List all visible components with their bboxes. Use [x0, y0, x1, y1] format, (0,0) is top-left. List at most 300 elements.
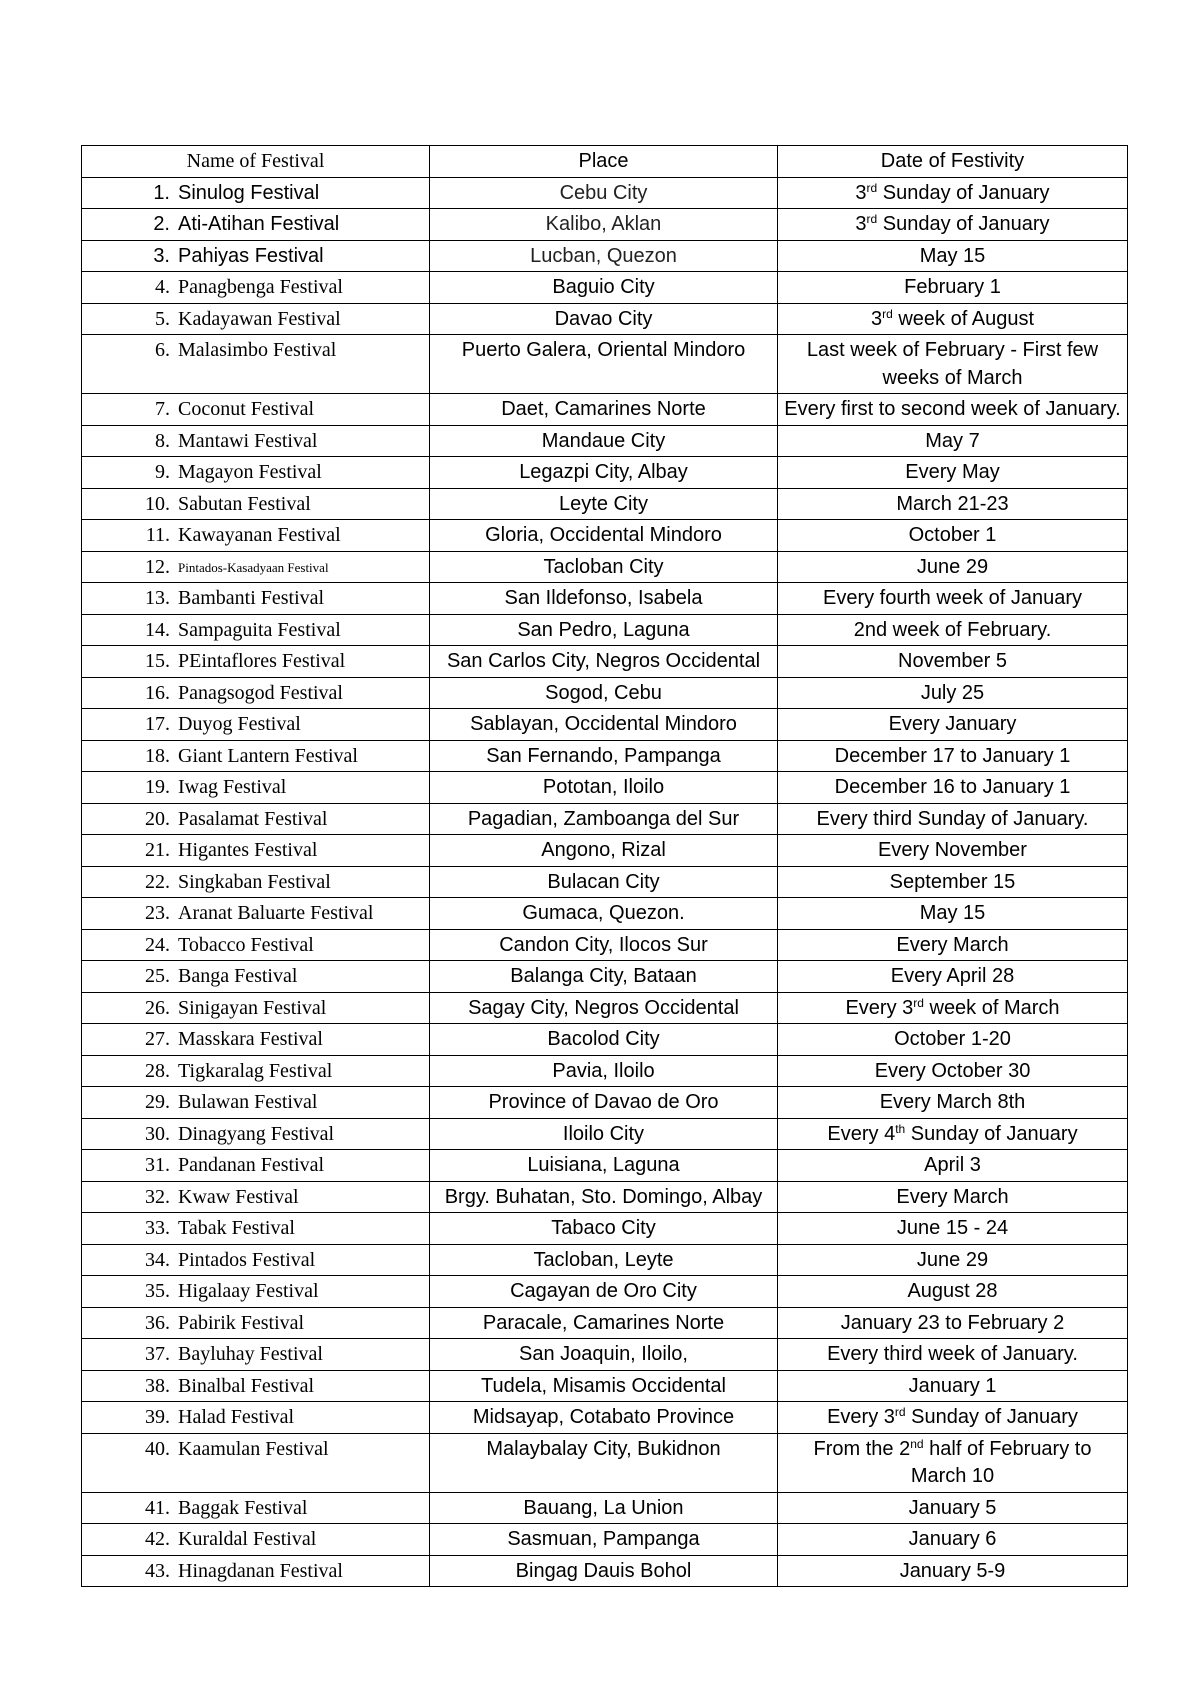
festival-name-cell [82, 1213, 430, 1245]
row-number: 25. [145, 965, 170, 987]
date-ordinal-suffix: nd [910, 1436, 924, 1451]
date-text: 3 [855, 213, 867, 235]
festival-name-cell [82, 1433, 430, 1492]
festival-date [778, 488, 1128, 520]
festival-place: San Ildefonso, Isabela [430, 583, 778, 615]
date-text: Every 4 [827, 1122, 896, 1145]
table-row [82, 394, 1128, 426]
row-number: 30. [145, 1122, 170, 1145]
festival-date [778, 520, 1128, 552]
festival-place: San Carlos City, Negros Occidental [430, 646, 778, 678]
festival-name-cell [82, 1150, 430, 1182]
festival-date [778, 740, 1128, 772]
festival-name: Kaamulan Festival [178, 1437, 329, 1460]
festival-place: Legazpi City, Albay [430, 457, 778, 489]
row-number: 26. [145, 996, 170, 1019]
festival-place: Sagay City, Negros Occidental [430, 992, 778, 1024]
row-number: 11. [145, 524, 170, 546]
date-text: Every January [888, 713, 1017, 735]
festival-date [778, 677, 1128, 709]
festival-date [778, 961, 1128, 993]
row-number: 36. [145, 1311, 170, 1334]
festival-name: Sinulog Festival [178, 181, 320, 204]
date-text: Every first to second week of January. [784, 398, 1121, 420]
festival-date [778, 1150, 1128, 1182]
date-text: Every May [905, 461, 1000, 483]
header-date: Date of Festivity [778, 146, 1128, 178]
festival-name: Pahiyas Festival [178, 244, 324, 267]
festival-name-cell [82, 866, 430, 898]
festival-name-cell [82, 677, 430, 709]
festival-name: Dinagyang Festival [178, 1122, 335, 1145]
festival-date [778, 240, 1128, 272]
date-text: May 15 [919, 902, 986, 924]
festival-place: Angono, Rizal [430, 835, 778, 867]
festival-name-cell [82, 803, 430, 835]
festival-name: Singkaban Festival [178, 870, 331, 893]
date-text: January 1 [908, 1374, 997, 1397]
festival-date [778, 803, 1128, 835]
date-text-rest: Sunday of January [877, 181, 1050, 204]
row-number: 5. [155, 307, 170, 330]
festival-name-cell [82, 929, 430, 961]
festival-place: Puerto Galera, Oriental Mindoro [430, 335, 778, 394]
date-text: Last week of February - First few weeks of March [806, 339, 1099, 389]
festival-place: Pototan, Iloilo [430, 772, 778, 804]
festival-place: Tacloban, Leyte [430, 1244, 778, 1276]
festival-name: Sabutan Festival [178, 492, 311, 515]
festival-place: San Joaquin, Iloilo, [430, 1339, 778, 1371]
row-number: 24. [145, 933, 170, 956]
festival-place: Tabaco City [430, 1213, 778, 1245]
festival-date [778, 898, 1128, 930]
row-number: 41. [145, 1496, 170, 1519]
festival-place: Daet, Camarines Norte [430, 394, 778, 426]
festival-place: Luisiana, Laguna [430, 1150, 778, 1182]
table-row [82, 1118, 1128, 1150]
festival-name: Bulawan Festival [178, 1091, 318, 1113]
festival-place: Pagadian, Zamboanga del Sur [430, 803, 778, 835]
festival-date [778, 1087, 1128, 1119]
table-row [82, 614, 1128, 646]
festival-place: Lucban, Quezon [430, 240, 778, 272]
date-text: Every 3 [827, 1406, 895, 1428]
date-text: Every March [896, 1185, 1009, 1208]
festival-date [778, 1213, 1128, 1245]
date-text: January 23 to February 2 [840, 1311, 1065, 1334]
festival-name: Giant Lantern Festival [178, 744, 358, 767]
date-text: June 29 [916, 555, 989, 578]
festival-date [778, 1276, 1128, 1308]
date-text: May 15 [919, 244, 986, 267]
date-text: Every November [878, 839, 1027, 861]
festival-name: Panagsogod Festival [178, 681, 343, 704]
date-text-rest: Sunday of January [877, 213, 1050, 235]
festival-place: Gumaca, Quezon. [430, 898, 778, 930]
header-place: Place [430, 146, 778, 178]
festival-name-cell [82, 961, 430, 993]
row-number: 14. [145, 618, 170, 641]
festival-name-cell [82, 1118, 430, 1150]
row-number: 22. [145, 870, 170, 893]
date-text: October 1 [908, 524, 997, 546]
festival-date [778, 209, 1128, 241]
date-text: October 1-20 [894, 1028, 1011, 1050]
festival-name: Sampaguita Festival [178, 618, 341, 641]
date-text: September 15 [889, 870, 1016, 893]
table-row [82, 1276, 1128, 1308]
row-number: 27. [145, 1028, 170, 1050]
festival-name-cell [82, 583, 430, 615]
table-row [82, 1339, 1128, 1371]
table-row [82, 1150, 1128, 1182]
festival-date [778, 457, 1128, 489]
header-row [82, 146, 1128, 178]
festival-name: Kawayanan Festival [178, 524, 341, 546]
table-row [82, 425, 1128, 457]
festival-place: Cagayan de Oro City [430, 1276, 778, 1308]
row-number: 28. [145, 1059, 170, 1082]
row-number: 19. [145, 776, 170, 798]
row-number: 38. [145, 1374, 170, 1397]
festival-name-cell [82, 394, 430, 426]
festival-date [778, 177, 1128, 209]
date-text-rest: Sunday of January [905, 1406, 1078, 1428]
festival-name-cell [82, 709, 430, 741]
festival-date [778, 614, 1128, 646]
festival-name: Magayon Festival [178, 461, 322, 483]
festival-place: Cebu City [430, 177, 778, 209]
festival-date [778, 583, 1128, 615]
row-number: 37. [145, 1343, 170, 1365]
row-number: 3. [153, 244, 170, 267]
date-text-rest: week of August [892, 307, 1034, 330]
festival-date [778, 929, 1128, 961]
festival-place: Bauang, La Union [430, 1492, 778, 1524]
festival-name-cell [82, 1307, 430, 1339]
festival-date [778, 425, 1128, 457]
festival-date [778, 1555, 1128, 1587]
festival-date [778, 1181, 1128, 1213]
date-text: Every March [896, 933, 1009, 956]
festival-place: Baguio City [430, 272, 778, 304]
table-row [82, 1402, 1128, 1434]
row-number: 6. [155, 339, 170, 361]
festival-name: Tobacco Festival [178, 933, 314, 956]
festival-name-cell [82, 1524, 430, 1556]
date-text: January 5 [908, 1496, 997, 1519]
festival-name-cell [82, 488, 430, 520]
festival-date [778, 272, 1128, 304]
date-text: August 28 [907, 1280, 998, 1302]
festival-place: San Pedro, Laguna [430, 614, 778, 646]
festival-date [778, 1492, 1128, 1524]
festival-place: Mandaue City [430, 425, 778, 457]
festival-place: Bingag Dauis Bohol [430, 1555, 778, 1587]
table-row [82, 1244, 1128, 1276]
festival-date [778, 1244, 1128, 1276]
table-row [82, 583, 1128, 615]
row-number: 32. [145, 1185, 170, 1208]
date-text: Every March 8th [879, 1091, 1026, 1113]
table-row [82, 1213, 1128, 1245]
festival-date [778, 1370, 1128, 1402]
table-row [82, 1024, 1128, 1056]
table-row [82, 551, 1128, 583]
festival-name: Kwaw Festival [178, 1185, 299, 1208]
festival-date [778, 303, 1128, 335]
festival-name: Bayluhay Festival [178, 1343, 323, 1365]
festival-place: Sogod, Cebu [430, 677, 778, 709]
festival-name: Ati-Atihan Festival [178, 213, 340, 235]
festival-place: Candon City, Ilocos Sur [430, 929, 778, 961]
festival-name-cell [82, 1024, 430, 1056]
row-number: 12. [145, 555, 170, 578]
festival-name: Pintados-Kasadyaan Festival [178, 559, 329, 575]
date-text-rest: Sunday of January [905, 1122, 1078, 1145]
date-text-rest: half of February to March 10 [910, 1437, 1098, 1487]
festival-name-cell [82, 1555, 430, 1587]
row-number: 7. [155, 398, 170, 420]
festival-name: Tabak Festival [178, 1217, 295, 1239]
row-number: 1. [153, 181, 170, 204]
date-text: July 25 [920, 681, 985, 704]
festival-name: Banga Festival [178, 965, 298, 987]
date-ordinal-suffix: rd [866, 212, 878, 226]
date-text: 3 [855, 181, 867, 204]
table-row [82, 272, 1128, 304]
table-row [82, 1370, 1128, 1402]
festival-place: Tudela, Misamis Occidental [430, 1370, 778, 1402]
festival-name: Halad Festival [178, 1406, 295, 1428]
festival-name-cell [82, 1087, 430, 1119]
header-festival-name: Name of Festival [82, 146, 430, 178]
date-text: Every fourth week of January [822, 587, 1082, 609]
table-row [82, 992, 1128, 1024]
row-number: 20. [145, 807, 170, 830]
festival-name-cell [82, 1244, 430, 1276]
date-text: Every April 28 [890, 965, 1015, 987]
festival-name-cell [82, 898, 430, 930]
table-body [82, 177, 1128, 1587]
row-number: 21. [145, 839, 170, 861]
row-number: 43. [145, 1559, 170, 1582]
festival-name: Aranat Baluarte Festival [178, 902, 374, 924]
festival-name-cell [82, 551, 430, 583]
table-row [82, 1555, 1128, 1587]
table-row [82, 961, 1128, 993]
festival-date [778, 1339, 1128, 1371]
festival-place: Sablayan, Occidental Mindoro [430, 709, 778, 741]
table-row [82, 240, 1128, 272]
table-row [82, 1433, 1128, 1492]
festival-name: Masskara Festival [178, 1028, 323, 1050]
festival-name: Kadayawan Festival [178, 307, 341, 330]
festival-name-cell [82, 335, 430, 394]
festival-name: Bambanti Festival [178, 587, 325, 609]
table-row [82, 177, 1128, 209]
date-ordinal-suffix: th [895, 1121, 906, 1136]
row-number: 35. [145, 1280, 170, 1302]
festival-name: Binalbal Festival [178, 1374, 315, 1397]
festival-date [778, 992, 1128, 1024]
row-number: 2. [153, 213, 170, 235]
table-row [82, 677, 1128, 709]
date-text: 3 [871, 307, 883, 330]
date-text: Every 3 [845, 996, 914, 1019]
date-ordinal-suffix: rd [882, 306, 893, 321]
date-text: January 6 [908, 1528, 997, 1550]
table-row [82, 772, 1128, 804]
row-number: 33. [145, 1217, 170, 1239]
festival-place: Balanga City, Bataan [430, 961, 778, 993]
table-row [82, 835, 1128, 867]
festival-name-cell [82, 520, 430, 552]
table-row [82, 520, 1128, 552]
date-text-rest: week of March [923, 996, 1060, 1019]
festival-name-cell [82, 1370, 430, 1402]
festival-place: Leyte City [430, 488, 778, 520]
festival-name: Duyog Festival [178, 713, 301, 735]
festival-place: Midsayap, Cotabato Province [430, 1402, 778, 1434]
festival-name-cell [82, 772, 430, 804]
festival-name: Higantes Festival [178, 839, 318, 861]
date-text: November 5 [898, 650, 1007, 672]
date-ordinal-suffix: rd [894, 1405, 906, 1419]
table-row [82, 740, 1128, 772]
row-number: 34. [145, 1248, 170, 1271]
festival-place: Brgy. Buhatan, Sto. Domingo, Albay [430, 1181, 778, 1213]
festival-place: Bulacan City [430, 866, 778, 898]
festival-name: Higalaay Festival [178, 1280, 319, 1302]
table-row [82, 646, 1128, 678]
festival-date [778, 1024, 1128, 1056]
date-text: Every third Sunday of January. [816, 807, 1089, 830]
festival-name-cell [82, 1055, 430, 1087]
table-row [82, 209, 1128, 241]
row-number: 15. [145, 650, 170, 672]
festival-name: Tigkaralag Festival [178, 1059, 333, 1082]
row-number: 18. [145, 744, 170, 767]
festival-name: Malasimbo Festival [178, 339, 337, 361]
festival-name: Pabirik Festival [178, 1311, 305, 1334]
date-text: February 1 [904, 276, 1001, 298]
festival-name-cell [82, 614, 430, 646]
festival-name: Pandanan Festival [178, 1154, 325, 1176]
date-text: Every October 30 [874, 1059, 1031, 1082]
row-number: 17. [145, 713, 170, 735]
festival-name-cell [82, 457, 430, 489]
festival-date [778, 335, 1128, 394]
festival-name-cell [82, 1492, 430, 1524]
table-row [82, 457, 1128, 489]
festival-date [778, 1307, 1128, 1339]
date-ordinal-suffix: rd [866, 180, 878, 195]
festival-name-cell [82, 1339, 430, 1371]
table-row [82, 1307, 1128, 1339]
date-text: May 7 [925, 429, 980, 452]
festival-place: Paracale, Camarines Norte [430, 1307, 778, 1339]
festival-name-cell [82, 992, 430, 1024]
festival-date [778, 1118, 1128, 1150]
festival-name: Mantawi Festival [178, 429, 318, 452]
row-number: 39. [145, 1406, 170, 1428]
festival-place: Province of Davao de Oro [430, 1087, 778, 1119]
festival-place: Tacloban City [430, 551, 778, 583]
festival-name-cell [82, 240, 430, 272]
row-number: 4. [155, 276, 170, 298]
row-number: 10. [145, 492, 170, 515]
festival-name-cell [82, 1402, 430, 1434]
festival-date [778, 1402, 1128, 1434]
date-text: June 29 [916, 1248, 989, 1271]
festival-date [778, 551, 1128, 583]
date-text: December 16 to January 1 [834, 776, 1071, 798]
festival-date [778, 866, 1128, 898]
festival-date [778, 772, 1128, 804]
table-row [82, 709, 1128, 741]
festival-name-cell [82, 209, 430, 241]
row-number: 29. [145, 1091, 170, 1113]
festival-place: Iloilo City [430, 1118, 778, 1150]
festival-name-cell [82, 646, 430, 678]
festival-date [778, 1524, 1128, 1556]
festival-name: Iwag Festival [178, 776, 287, 798]
festival-date [778, 646, 1128, 678]
festival-name-cell [82, 177, 430, 209]
festival-place: Gloria, Occidental Mindoro [430, 520, 778, 552]
festival-name-cell [82, 835, 430, 867]
festival-name: Pasalamat Festival [178, 807, 328, 830]
festival-date [778, 1055, 1128, 1087]
festival-name: Kuraldal Festival [178, 1528, 317, 1550]
date-text: From the 2 [813, 1437, 911, 1460]
festival-name: Baggak Festival [178, 1496, 308, 1519]
date-ordinal-suffix: rd [913, 995, 924, 1010]
table-row [82, 866, 1128, 898]
row-number: 42. [145, 1528, 170, 1550]
table-row [82, 303, 1128, 335]
festival-place: Davao City [430, 303, 778, 335]
table-row [82, 898, 1128, 930]
festival-name-cell [82, 272, 430, 304]
festival-place: Pavia, Iloilo [430, 1055, 778, 1087]
row-number: 23. [145, 902, 170, 924]
table-row [82, 803, 1128, 835]
festival-name: Sinigayan Festival [178, 996, 327, 1019]
festival-name: Hinagdanan Festival [178, 1559, 343, 1582]
row-number: 31. [145, 1154, 170, 1176]
date-text: January 5-9 [899, 1559, 1006, 1582]
festival-date [778, 1433, 1128, 1492]
festival-date [778, 835, 1128, 867]
row-number: 40. [145, 1437, 170, 1460]
table-row [82, 1055, 1128, 1087]
festival-name: Coconut Festival [178, 398, 315, 420]
festival-place: Bacolod City [430, 1024, 778, 1056]
table-row [82, 1181, 1128, 1213]
row-number: 16. [145, 681, 170, 704]
row-number: 9. [155, 461, 170, 483]
festival-date [778, 709, 1128, 741]
festival-name-cell [82, 303, 430, 335]
date-text: December 17 to January 1 [834, 744, 1071, 767]
date-text: June 15 - 24 [896, 1217, 1009, 1239]
date-text: March 21-23 [896, 492, 1009, 515]
festival-name-cell [82, 740, 430, 772]
date-text: April 3 [924, 1154, 981, 1176]
row-number: 13. [145, 587, 170, 609]
